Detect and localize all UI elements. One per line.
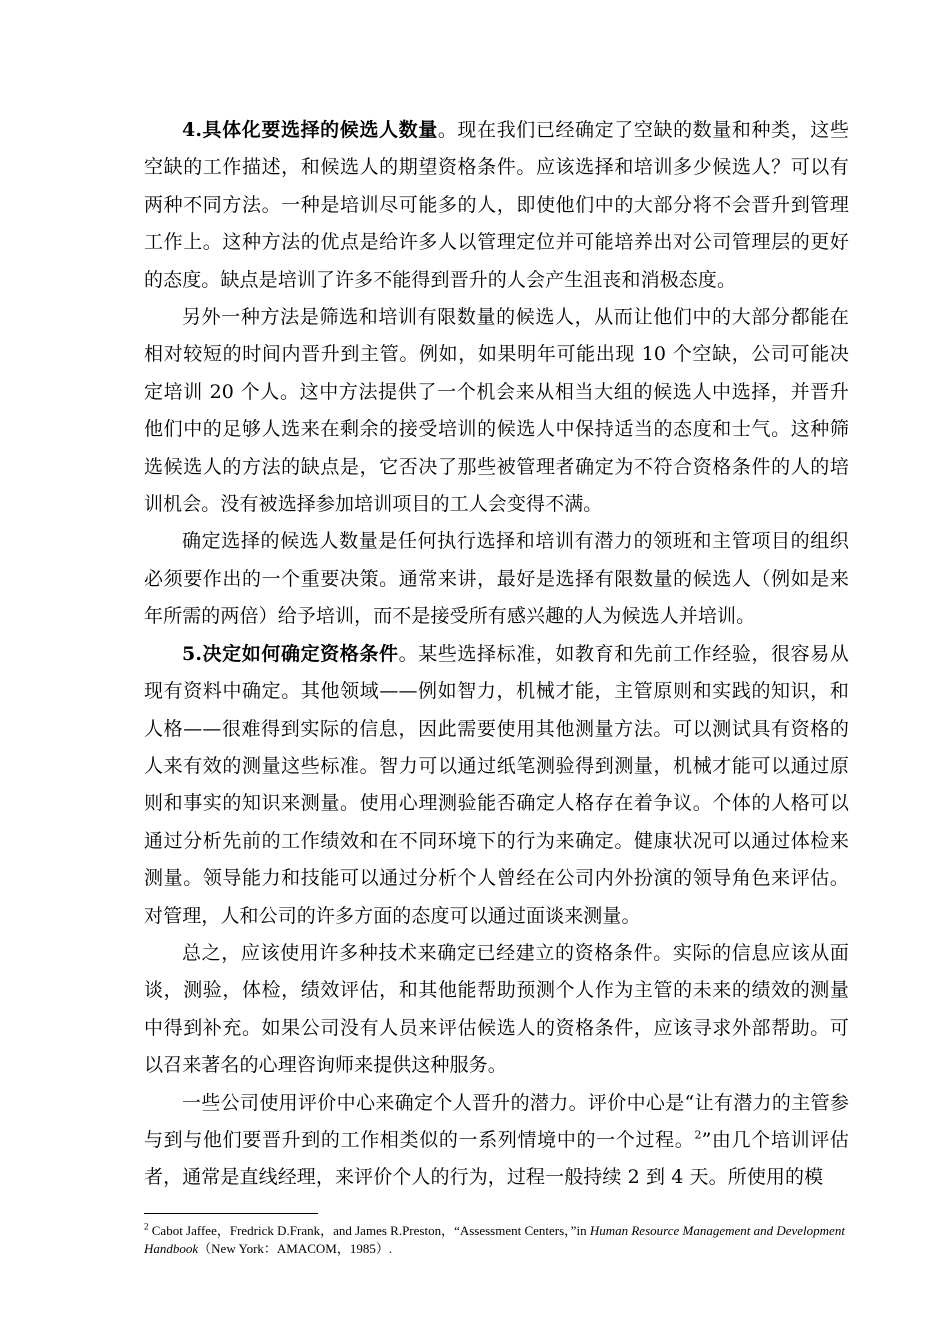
- footnote-separator: [144, 1213, 318, 1214]
- paragraph-text: 一些公司使用评价中心来确定个人晋升的潜力。评价中心是“让有潜力的主管参与到与他们要晋升到的工作相类似的一系列情境中的一个过程。: [144, 1091, 849, 1151]
- footnote: [144, 1222, 849, 1258]
- footnote-mark: 2: [144, 1221, 149, 1232]
- footnote-text: Cabot Jaffee，Fredrick D.Frank，and James R.Preston，“Assessment Centers，”in: [148, 1223, 590, 1238]
- paragraph-candidate-number: [144, 112, 849, 299]
- paragraph-text: 。某些选择标准，如教育和先前工作经验，很容易从现有资料中确定。其他领域——例如智力，机械才能，主管原则和实践的知识，和人格——很难得到实际的信息，因此需要使用其他测量方法。可以测试具有资格的人来有效的测量这些标准。智力可以通过纸笔测验得到测量，机械才能可以通过原则和事实的知识来测量。使用心理测验能否确定人格存在着争议。个体的人格可以通过分析先前的工作绩效和在不同环境下的行为来确定。健康状况可以通过体检来测量。领导能力和技能可以通过分析个人曾经在公司内外扮演的领导角色来评估。对管理，人和公司的许多方面的态度可以通过面谈来测量。: [144, 642, 849, 927]
- paragraph-text: 确定选择的候选人数量是任何执行选择和培训有潜力的领班和主管项目的组织必须要作出的一个重要决策。通常来讲，最好是选择有限数量的候选人（例如是来年所需的两倍）给予培训，而不是接受所有感兴趣的人为候选人并培训。: [144, 530, 849, 628]
- section-heading-5: [182, 643, 399, 665]
- paragraph-text: 总之，应该使用许多种技术来确定已经建立的资格条件。实际的信息应该从面谈，测验，体检，绩效评估，和其他能帮助预测个人作为主管的未来的绩效的测量中得到补充。如果公司没有人员来评估候选人的资格条件，应该寻求外部帮助。可以召来著名的心理咨询师来提供这种服务。: [144, 941, 849, 1077]
- paragraph-summary: [144, 935, 849, 1085]
- footnote-book-title: Human Resource Management and Development Handbook: [144, 1223, 845, 1256]
- section-number: 5.: [182, 642, 203, 665]
- paragraph-limited-candidates: [144, 299, 849, 523]
- section-heading-4: [182, 119, 438, 141]
- paragraph-assessment-center: [144, 1085, 849, 1197]
- paragraph-decision: [144, 523, 849, 635]
- footnote-text: （New York：AMACOM，1985）.: [198, 1241, 393, 1256]
- section-number: 4.: [182, 119, 203, 141]
- footnote-reference[interactable]: 2: [694, 1128, 702, 1142]
- document-body: [144, 112, 849, 1197]
- paragraph-qualifications: [144, 636, 849, 935]
- section-title: 决定如何确定资格条件: [202, 642, 399, 665]
- paragraph-text: 。现在我们已经确定了空缺的数量和种类，这些空缺的工作描述，和候选人的期望资格条件。应该选择和培训多少候选人？可以有两种不同方法。一种是培训尽可能多的人，即使他们中的大部分将不会晋升到管理工作上。这种方法的优点是给许多人以管理定位并可能培养出对公司管理层的更好的态度。缺点是培训了许多不能得到晋升的人会产生沮丧和消极态度。: [144, 119, 849, 291]
- paragraph-text: 另外一种方法是筛选和培训有限数量的候选人，从而让他们中的大部分都能在相对较短的时间内晋升到主管。例如，如果明年可能出现 10 个空缺，公司可能决定培训 20 个人。这中方法提供了一个机会来从相当大组的候选人中选择，并晋升他们中的足够人选来在剩余的接受培训的候选人中保持适当的态度和士气。这种筛选候选人的方法的缺点是，它否决了那些被管理者确定为不符合资格条件的人的培训机会。没有被选择参加培训项目的工人会变得不满。: [144, 306, 849, 516]
- paragraph-text: ”由几个培训评估者，通常是直线经理，来评价个人的行为，过程一般持续 2 到 4 天。所使用的模: [144, 1128, 849, 1189]
- section-title: 具体化要选择的候选人数量: [202, 119, 438, 141]
